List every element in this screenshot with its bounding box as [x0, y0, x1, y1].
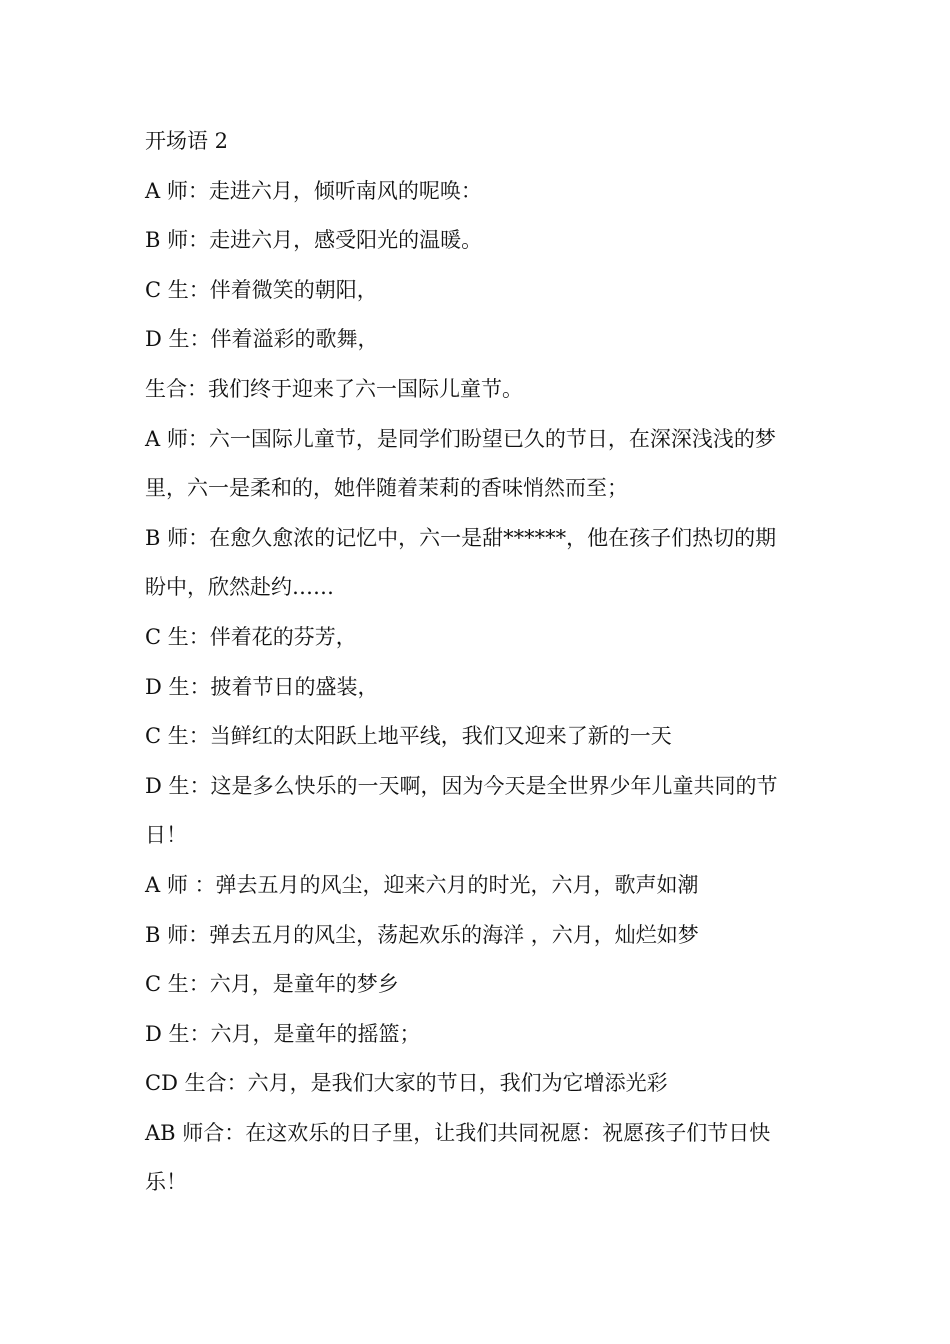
script-line: B 师：弹去五月的风尘，荡起欢乐的海洋 ，六月，灿烂如梦	[145, 922, 699, 947]
document-title: 开场语 2	[145, 129, 229, 153]
script-line: A 师：六一国际儿童节，是同学们盼望已久的节日，在深深浅浅的梦	[145, 426, 776, 451]
script-line-continuation: 日！	[145, 823, 187, 848]
script-line: CD 生合：六月，是我们大家的节日，我们为它增添光彩	[145, 1071, 668, 1096]
script-line: A 师：走进六月，倾听南风的呢唤：	[145, 178, 482, 203]
script-line: 生合：我们终于迎来了六一国际儿童节。	[145, 376, 523, 401]
script-line: C 生：六月，是童年的梦乡	[145, 972, 399, 997]
script-line-continuation: 里，六一是柔和的，她伴随着茉莉的香味悄然而至；	[145, 476, 628, 501]
script-line: D 生：伴着溢彩的歌舞，	[145, 327, 379, 352]
script-line: B 师：走进六月，感受阳光的温暖。	[145, 228, 483, 253]
script-line: D 生：六月，是童年的摇篮；	[145, 1021, 421, 1046]
script-line: C 生：伴着微笑的朝阳，	[145, 277, 378, 302]
script-line: D 生：这是多么快乐的一天啊，因为今天是全世界少年儿童共同的节	[145, 773, 778, 798]
script-line: AB 师合：在这欢乐的日子里，让我们共同祝愿：祝愿孩子们节日快	[145, 1120, 771, 1145]
script-line: A 师 ：弹去五月的风尘，迎来六月的时光，六月，歌声如潮	[145, 872, 699, 897]
document-body	[145, 117, 825, 1208]
script-line: C 生：当鲜红的太阳跃上地平线，我们又迎来了新的一天	[145, 724, 672, 749]
script-line: C 生：伴着花的芬芳，	[145, 624, 357, 649]
script-line: B 师：在愈久愈浓的记忆中，六一是甜******，他在孩子们热切的期	[145, 525, 777, 550]
script-line-continuation: 盼中，欣然赴约……	[145, 575, 334, 600]
script-line-continuation: 乐！	[145, 1170, 187, 1195]
script-line: D 生：披着节日的盛装，	[145, 674, 379, 699]
